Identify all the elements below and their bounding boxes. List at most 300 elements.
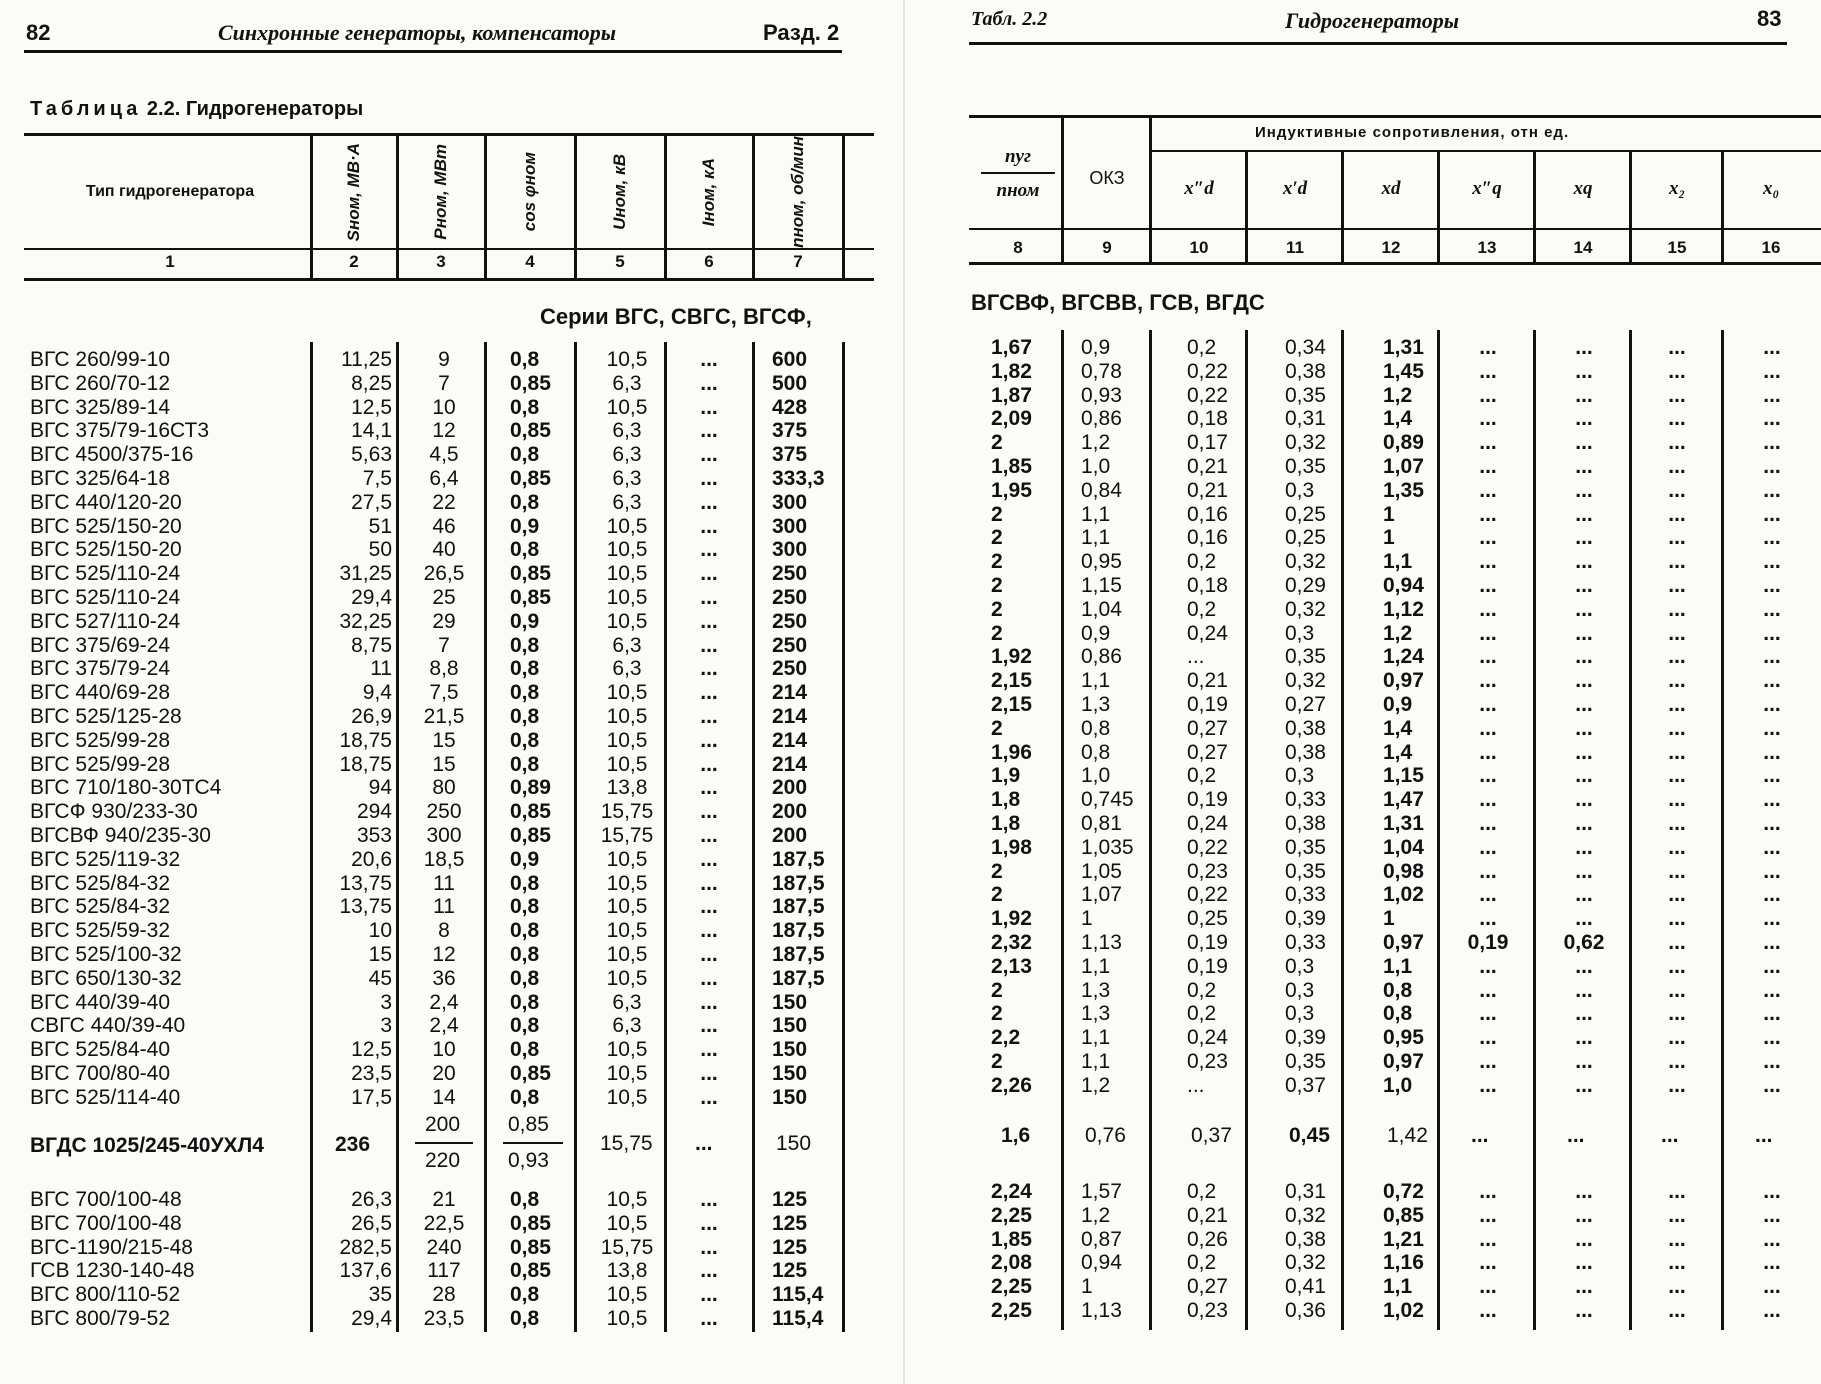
- table-cell: 26,3: [351, 1188, 392, 1211]
- xd-transient-column-2: [1285, 1180, 1341, 1323]
- table-cell: ...: [1668, 597, 1686, 621]
- header-s-nom: Sном, МВ·А: [344, 142, 363, 242]
- table-cell: 4,5: [429, 443, 459, 467]
- table-cell: 2,13: [991, 954, 1032, 978]
- table-cell: ...: [700, 681, 718, 705]
- table-cell: 200: [772, 823, 808, 847]
- table-cell: ...: [1763, 1298, 1781, 1322]
- table-cell: ...: [1575, 407, 1593, 431]
- table-cell: ...: [1575, 669, 1593, 693]
- col-number-2: 2: [349, 252, 359, 271]
- table-cell: 0,3: [1285, 621, 1315, 645]
- special-n-nom: 150: [776, 1132, 812, 1155]
- table-cell: 1,45: [1383, 359, 1424, 383]
- body-divider: [1149, 330, 1152, 1330]
- table-cell: ...: [1668, 383, 1686, 407]
- header-divider: [1721, 152, 1724, 264]
- table-cell: 10,5: [606, 704, 648, 728]
- table-cell: 10,5: [606, 942, 648, 966]
- table-cell: 2,4: [429, 990, 459, 1014]
- table-cell: 7,5: [362, 466, 392, 490]
- table-cell: ...: [1575, 811, 1593, 835]
- table-cell: 0,8: [510, 1306, 540, 1330]
- table-cell: 0,27: [1285, 692, 1326, 716]
- table-cell: ...: [1479, 835, 1497, 859]
- body-divider: [842, 342, 845, 1332]
- table-cell: 1,8: [991, 811, 1021, 835]
- table-cell: ВГС 525/125-28: [30, 704, 182, 728]
- table-cell: 27,5: [351, 490, 392, 514]
- table-cell: ...: [700, 728, 718, 752]
- body-divider: [752, 342, 755, 1332]
- table-cell: 10: [432, 1038, 456, 1062]
- table-cell: 10: [432, 395, 456, 419]
- table-cell: 0,35: [1285, 645, 1326, 669]
- header-divider: [1437, 152, 1440, 264]
- n-nom-column-2: [772, 1188, 842, 1331]
- type-column: [30, 348, 308, 1110]
- table-cell: 14: [432, 1085, 456, 1109]
- table-cell: 20,6: [351, 847, 392, 871]
- table-cell: ...: [700, 1014, 718, 1038]
- table-cell: 12,5: [351, 1038, 392, 1062]
- table-cell: ...: [700, 990, 718, 1014]
- table-cell: 1,31: [1383, 811, 1424, 835]
- table-cell: ...: [700, 966, 718, 990]
- special-s-nom: 236: [335, 1133, 371, 1156]
- table-cell: ...: [1575, 907, 1593, 931]
- table-cell: ...: [1763, 859, 1781, 883]
- fraction-line: [981, 172, 1055, 174]
- table-cell: ВГСФ 930/233-30: [30, 800, 198, 824]
- table-cell: ВГС 700/100-48: [30, 1188, 182, 1211]
- table-cell: 3: [380, 1014, 392, 1038]
- special-xd-transient: 0,45: [1289, 1124, 1330, 1147]
- table-cell: 7: [438, 371, 450, 395]
- table-cell: 12: [432, 942, 456, 966]
- table-cell: 10,5: [606, 1211, 648, 1235]
- table-cell: 0,8: [510, 728, 540, 752]
- table-cell: 250: [772, 633, 808, 657]
- table-cell: 0,23: [1187, 859, 1228, 883]
- s-nom-column: [312, 348, 392, 1110]
- table-cell: 10,5: [606, 1085, 648, 1109]
- table-cell: 1,04: [1383, 835, 1424, 859]
- header-divider: [1245, 152, 1248, 264]
- header-ratio-bottom: nном: [996, 180, 1040, 201]
- table-cell: ...: [700, 443, 718, 467]
- table-cell: 0,94: [1081, 1251, 1122, 1275]
- table-cell: ...: [1763, 478, 1781, 502]
- table-cell: 0,38: [1285, 811, 1326, 835]
- table-cell: 0,8: [510, 1283, 540, 1307]
- table-cell: ...: [1668, 1275, 1686, 1299]
- table-cell: 0,3: [1285, 978, 1315, 1002]
- table-cell: ...: [700, 895, 718, 919]
- table-cell: ...: [1479, 573, 1497, 597]
- header-divider: [396, 135, 399, 280]
- table-cell: ВГС 710/180-30ТС4: [30, 776, 222, 800]
- table-cell: 300: [426, 823, 462, 847]
- table-cell: 0,9: [1081, 336, 1111, 359]
- table-cell: 150: [772, 990, 808, 1014]
- table-cell: 125: [772, 1235, 808, 1259]
- table-cell: ...: [1668, 359, 1686, 383]
- table-cell: ...: [1668, 1026, 1686, 1050]
- table-cell: ВГС 527/110-24: [30, 609, 181, 633]
- table-cell: 0,24: [1187, 811, 1228, 835]
- table-cell: 0,18: [1187, 573, 1228, 597]
- table-cell: 282,5: [339, 1235, 392, 1259]
- table-cell: 0,85: [510, 585, 551, 609]
- table-cell: 0,19: [1187, 692, 1228, 716]
- table-cell: ...: [1763, 692, 1781, 716]
- table-cell: ...: [1187, 645, 1205, 669]
- table-cell: ВГС 440/39-40: [30, 990, 171, 1014]
- table-cell: 0,84: [1081, 478, 1122, 502]
- table-cell: 0,22: [1187, 835, 1228, 859]
- table-header-rule: [969, 228, 1821, 230]
- table-cell: 0,8: [510, 704, 540, 728]
- table-cell: 0,8: [510, 681, 540, 705]
- table-cell: 13,75: [339, 895, 392, 919]
- fraction-line: [503, 1142, 563, 1144]
- table-cell: ...: [1763, 788, 1781, 812]
- table-cell: 0,26: [1187, 1227, 1228, 1251]
- table-cell: 1,67: [991, 336, 1032, 359]
- table-cell: 9,4: [362, 681, 392, 705]
- table-cell: 0,35: [1285, 454, 1326, 478]
- table-cell: ...: [1479, 1251, 1497, 1275]
- table-cell: 1,98: [991, 835, 1032, 859]
- table-cell: ...: [1479, 669, 1497, 693]
- table-cell: 0,98: [1383, 859, 1424, 883]
- table-cell: 1,85: [991, 1227, 1032, 1251]
- table-cell: 1,16: [1383, 1251, 1424, 1275]
- table-cell: 0,41: [1285, 1275, 1326, 1299]
- table-cell: 1,2: [1383, 383, 1413, 407]
- table-cell: ...: [1479, 454, 1497, 478]
- header-x-0: x₀: [1762, 178, 1780, 199]
- table-cell: 115,4: [772, 1283, 824, 1307]
- table-cell: ...: [1575, 383, 1593, 407]
- header-okz: ОКЗ: [1089, 168, 1125, 188]
- table-cell: 6,4: [429, 466, 459, 490]
- table-cell: 0,22: [1187, 383, 1228, 407]
- table-cell: ...: [1575, 764, 1593, 788]
- series-title-right: ВГСВФ, ВГСВВ, ГСВ, ВГДС: [971, 290, 1265, 315]
- table-cell: 0,97: [1383, 930, 1424, 954]
- table-cell: 0,8: [510, 1014, 540, 1038]
- table-cell: ...: [1763, 1073, 1781, 1097]
- table-cell: ...: [1668, 526, 1686, 550]
- table-cell: 26,9: [351, 704, 392, 728]
- table-cell: 14,1: [351, 419, 392, 443]
- table-cell: 1,92: [991, 645, 1032, 669]
- table-cell: ...: [1763, 954, 1781, 978]
- body-divider: [1721, 330, 1724, 1330]
- table-cell: ...: [1668, 1049, 1686, 1073]
- table-cell: 0,8: [510, 871, 540, 895]
- table-cell: 13,8: [606, 776, 648, 800]
- table-cell: 250: [426, 800, 462, 824]
- table-cell: ...: [1479, 1203, 1497, 1227]
- table-cell: 1,47: [1383, 788, 1424, 812]
- table-cell: 2,15: [991, 692, 1032, 716]
- table-cell: 10,5: [606, 538, 648, 562]
- xq-subtransient-column-2: [1443, 1180, 1533, 1323]
- table-cell: ...: [700, 633, 718, 657]
- table-cell: ...: [1668, 764, 1686, 788]
- xd-transient-column: [1285, 336, 1341, 1098]
- table-cell: 0,35: [1285, 835, 1326, 859]
- table-cell: ...: [1575, 954, 1593, 978]
- col-number-14: 14: [1573, 238, 1593, 257]
- table-cell: ...: [1479, 597, 1497, 621]
- table-cell: ...: [1479, 883, 1497, 907]
- table-cell: ...: [700, 1259, 718, 1283]
- table-cell: 0,85: [510, 800, 551, 824]
- table-cell: ...: [1479, 1275, 1497, 1299]
- table-cell: 0,8: [1081, 740, 1111, 764]
- table-cell: 1,0: [1081, 764, 1111, 788]
- table-cell: 2: [991, 1002, 1003, 1026]
- table-cell: 1,13: [1081, 1298, 1122, 1322]
- table-cell: 10,5: [606, 871, 648, 895]
- table-cell: 2: [991, 597, 1003, 621]
- special-xd-subtransient: 0,37: [1191, 1124, 1232, 1147]
- table-cell: 10: [368, 919, 392, 943]
- table-cell: 1,05: [1081, 859, 1122, 883]
- header-ratio-top: nуг: [1004, 146, 1031, 167]
- table-cell: ВГС 525/110-24: [30, 562, 181, 586]
- col-number-8: 8: [1013, 238, 1023, 257]
- table-cell: ВГС 260/99-10: [30, 348, 171, 371]
- table-cell: 2,26: [991, 1073, 1032, 1097]
- table-cell: ...: [1575, 431, 1593, 455]
- table-cell: 214: [772, 681, 808, 705]
- table-cell: ...: [1668, 621, 1686, 645]
- table-cell: 0,8: [510, 1038, 540, 1062]
- table-cell: 137,6: [339, 1259, 392, 1283]
- table-cell: 11: [433, 895, 455, 919]
- table-cell: 2,25: [991, 1203, 1032, 1227]
- table-cell: 0,35: [1285, 1049, 1326, 1073]
- table-cell: 1,35: [1383, 478, 1424, 502]
- header-divider: [664, 135, 667, 280]
- table-cell: 10,5: [606, 919, 648, 943]
- table-cell: 0,3: [1285, 954, 1315, 978]
- table-cell: ...: [1575, 859, 1593, 883]
- table-cell: 11,25: [341, 348, 392, 371]
- table-cell: 0,72: [1383, 1180, 1424, 1203]
- table-cell: ...: [1668, 669, 1686, 693]
- table-cell: 10,5: [606, 562, 648, 586]
- table-cell: 0,2: [1187, 1180, 1217, 1203]
- table-cell: 2: [991, 621, 1003, 645]
- table-cell: ...: [1479, 907, 1497, 931]
- table-cell: ...: [700, 919, 718, 943]
- table-cell: 0,23: [1187, 1298, 1228, 1322]
- table-cell: 150: [772, 1085, 808, 1109]
- table-cell: 0,22: [1187, 359, 1228, 383]
- table-cell: 1: [1383, 502, 1395, 526]
- table-cell: 10,5: [606, 847, 648, 871]
- table-cell: 0,32: [1285, 1251, 1326, 1275]
- table-cell: 10,5: [606, 1038, 648, 1062]
- body-divider: [1061, 330, 1064, 1330]
- table-cell: ...: [700, 823, 718, 847]
- table-cell: 1,8: [991, 788, 1021, 812]
- table-cell: 0,18: [1187, 407, 1228, 431]
- table-cell: 1: [1081, 907, 1093, 931]
- table-cell: 2: [991, 859, 1003, 883]
- header-inductive: Индуктивные сопротивления, отн ед.: [1255, 124, 1570, 141]
- table-cell: ВГС 800/110-52: [30, 1283, 181, 1307]
- header-divider: [1629, 152, 1632, 264]
- table-cell: 0,2: [1187, 764, 1217, 788]
- table-cell: ...: [700, 1211, 718, 1235]
- table-cell: ...: [1763, 883, 1781, 907]
- xq-column: [1539, 336, 1629, 1098]
- table-cell: 0,33: [1285, 883, 1326, 907]
- special-p-top: 200: [425, 1113, 461, 1136]
- right-page: [905, 0, 1821, 1384]
- table-cell: ...: [1479, 621, 1497, 645]
- table-cell: 0,93: [1081, 383, 1122, 407]
- table-cell: ...: [1575, 550, 1593, 574]
- table-cell: 0,35: [1285, 859, 1326, 883]
- table-cell: 1: [1383, 526, 1395, 550]
- table-cell: 0,38: [1285, 359, 1326, 383]
- table-cell: 0,9: [510, 514, 540, 538]
- table-cell: 0,21: [1187, 454, 1228, 478]
- table-header-rule: [24, 248, 874, 250]
- table-cell: 1,2: [1081, 431, 1111, 455]
- table-cell: 187,5: [772, 847, 825, 871]
- header-divider: [310, 135, 313, 280]
- special-xq: ...: [1567, 1124, 1585, 1147]
- table-cell: ...: [700, 776, 718, 800]
- table-cell: ВГСВФ 940/235-30: [30, 823, 211, 847]
- table-cell: 2,15: [991, 669, 1032, 693]
- cos-phi-column-2: [510, 1188, 574, 1331]
- table-cell: ВГС 525/150-20: [30, 514, 182, 538]
- table-cell: ...: [700, 1235, 718, 1259]
- table-cell: 8,25: [351, 371, 392, 395]
- okz-column-2: [1081, 1180, 1147, 1323]
- table-cell: 22: [432, 490, 456, 514]
- special-type: ВГДС 1025/245-40УХЛ4: [30, 1134, 264, 1157]
- table-cell: 1: [1081, 1275, 1093, 1299]
- table-cell: ...: [1668, 431, 1686, 455]
- x2-column: [1633, 336, 1721, 1098]
- u-nom-column: [592, 348, 662, 1110]
- table-cell: 0,33: [1285, 788, 1326, 812]
- special-x2: ...: [1661, 1124, 1679, 1147]
- table-cell: ...: [1479, 811, 1497, 835]
- table-cell: 28: [432, 1283, 456, 1307]
- table-cell: ВГС 375/69-24: [30, 633, 171, 657]
- table-cell: ...: [1575, 883, 1593, 907]
- table-cell: 1,02: [1383, 1298, 1424, 1322]
- table-cell: ...: [1763, 621, 1781, 645]
- table-cell: 1,1: [1383, 954, 1413, 978]
- table-cell: ...: [1575, 1203, 1593, 1227]
- table-cell: 0,38: [1285, 740, 1326, 764]
- table-cell: 1,0: [1081, 454, 1111, 478]
- table-cell: 10,5: [606, 1306, 648, 1330]
- body-divider: [1437, 330, 1440, 1330]
- table-cell: 187,5: [772, 942, 825, 966]
- table-cell: ...: [1668, 336, 1686, 359]
- table-cell: ВГС 650/130-32: [30, 966, 182, 990]
- table-cell: ...: [1763, 764, 1781, 788]
- table-cell: 117: [427, 1259, 461, 1283]
- table-cell: 0,21: [1187, 669, 1228, 693]
- table-cell: 0,21: [1187, 478, 1228, 502]
- header-x-q: xq: [1573, 178, 1593, 199]
- header-i-nom: Iном, кА: [699, 157, 718, 227]
- table-cell: 6,3: [612, 490, 642, 514]
- table-cell: 0,89: [510, 776, 551, 800]
- table-cell: ...: [1575, 1251, 1593, 1275]
- table-cell: ...: [700, 371, 718, 395]
- table-cell: ...: [1668, 883, 1686, 907]
- table-cell: 0,8: [510, 348, 540, 371]
- table-cell: 500: [772, 371, 808, 395]
- col-number-11: 11: [1286, 238, 1304, 257]
- table-cell: 1,12: [1383, 597, 1424, 621]
- table-cell: 15,75: [600, 800, 654, 824]
- table-cell: 1,1: [1081, 502, 1111, 526]
- cos-phi-column: [510, 348, 574, 1110]
- table-cell: 36: [432, 966, 456, 990]
- table-cell: 0,16: [1187, 502, 1228, 526]
- body-divider: [1629, 330, 1632, 1330]
- table-cell: 300: [772, 538, 808, 562]
- table-cell: ...: [700, 871, 718, 895]
- table-cell: 0,85: [510, 1061, 551, 1085]
- table-cell: 2: [991, 573, 1003, 597]
- table-cell: ...: [1575, 740, 1593, 764]
- special-okz: 0,76: [1085, 1124, 1126, 1147]
- table-cell: 2: [991, 716, 1003, 740]
- special-p-bottom: 220: [425, 1149, 461, 1172]
- table-cell: ...: [1479, 336, 1497, 359]
- table-cell: 23,5: [423, 1306, 465, 1330]
- table-cell: ...: [1575, 573, 1593, 597]
- table-cell: ...: [1668, 407, 1686, 431]
- table-cell: 2,2: [991, 1026, 1021, 1050]
- table-cell: 0,37: [1285, 1073, 1326, 1097]
- table-cell: 0,8: [510, 942, 540, 966]
- table-cell: ...: [1763, 1251, 1781, 1275]
- table-cell: ...: [1668, 907, 1686, 931]
- table-cell: 0,81: [1081, 811, 1122, 835]
- table-cell: 2,25: [991, 1275, 1032, 1299]
- table-cell: ...: [1763, 1180, 1781, 1203]
- table-cell: 0,8: [510, 395, 540, 419]
- table-cell: 0,86: [1081, 407, 1122, 431]
- table-cell: 1,2: [1383, 621, 1413, 645]
- table-cell: 50: [368, 538, 392, 562]
- table-cell: 1,85: [991, 454, 1032, 478]
- table-cell: 31,25: [339, 562, 392, 586]
- table-cell: 0,94: [1383, 573, 1424, 597]
- table-cell: ...: [1763, 811, 1781, 835]
- table-cell: 1,4: [1383, 716, 1413, 740]
